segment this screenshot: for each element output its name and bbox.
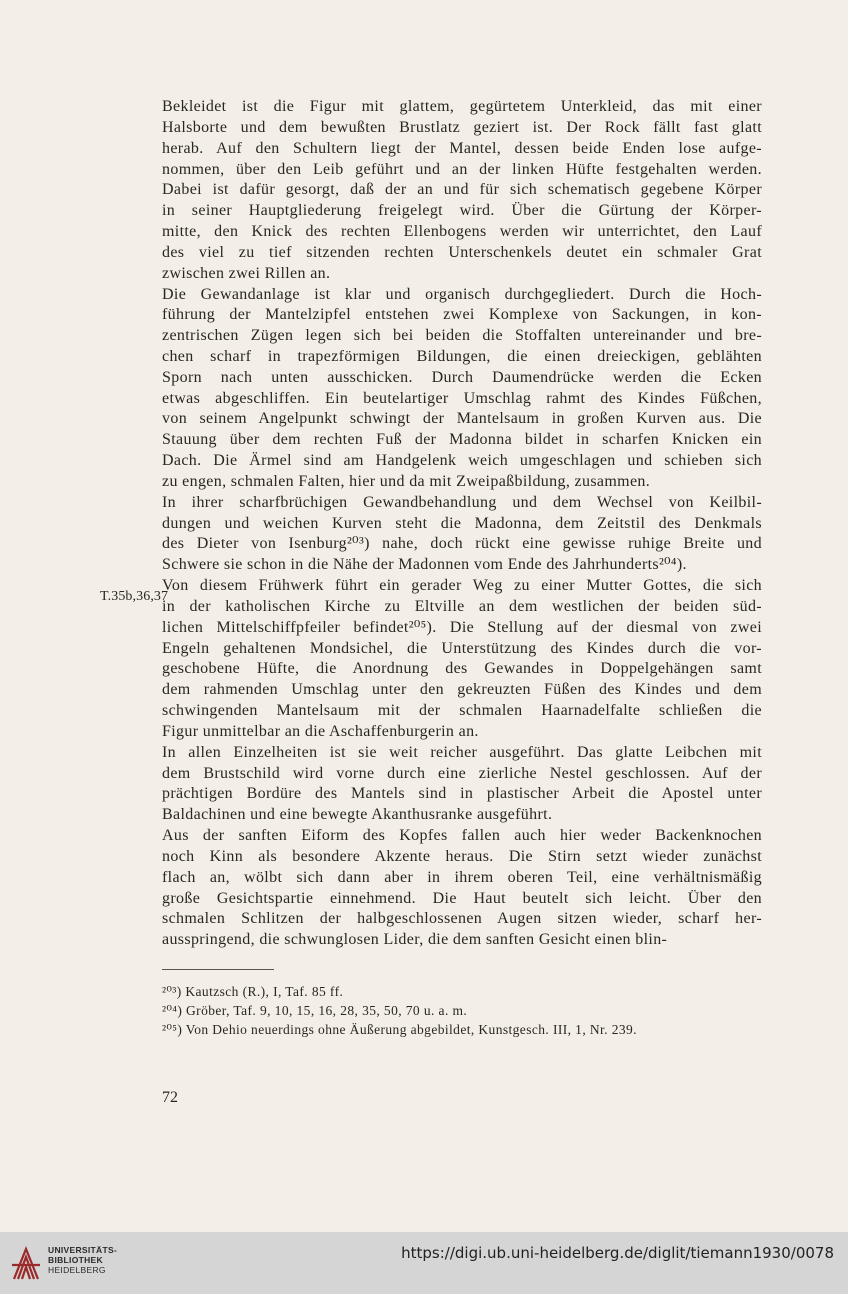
body-line: von seinem Angelpunkt schwingt der Mantelsaum in großen Kurven aus. Die xyxy=(162,410,762,428)
body-line: große Gesichtspartie einnehmend. Die Haut beutelt sich leicht. Über den xyxy=(162,889,762,907)
body-line: in seiner Hauptgliederung freigelegt wird. Über die Gürtung der Körper- xyxy=(162,202,762,220)
body-line: in der katholischen Kirche zu Eltville an dem westlichen der beiden süd- xyxy=(162,597,762,615)
body-line: zwischen zwei Rillen an. xyxy=(162,264,331,282)
library-name-line1: UNIVERSITÄTS- xyxy=(48,1245,118,1255)
body-line: prächtigen Bordüre des Mantels sind in plastischer Arbeit die Apostel unter xyxy=(162,785,762,803)
body-line: herab. Auf den Schultern liegt der Mantel, dessen beide Enden lose aufge- xyxy=(162,139,762,157)
permalink-url[interactable]: https://digi.ub.uni-heidelberg.de/diglit/tiemann1930/0078 xyxy=(401,1244,834,1262)
page-number: 72 xyxy=(162,1089,178,1106)
viewer-footer xyxy=(0,1232,848,1294)
body-line: Dach. Die Ärmel sind am Handgelenk weich umgeschlagen und schieben sich xyxy=(162,452,762,470)
body-line: lichen Mittelschiffpfeiler befindet²⁰⁵). Die Stellung auf der diesmal von zwei xyxy=(162,618,762,636)
body-line: geschobene Hüfte, die Anordnung des Gewandes in Doppelgehängen samt xyxy=(162,660,762,678)
body-line: Figur unmittelbar an die Aschaffenburgerin an. xyxy=(162,722,479,740)
library-name-line3: HEIDELBERG xyxy=(48,1265,106,1275)
body-line: Sporn nach unten ausschicken. Durch Daumendrücke werden die Ecken xyxy=(162,368,762,386)
body-line: schwingenden Mantelsaum mit der schmalen Haarnadelfalte schließen die xyxy=(162,702,762,720)
body-line: chen scharf in trapezförmigen Bildungen, die einen dreieckigen, geblähten xyxy=(162,348,762,365)
body-line: des Dieter von Isenburg²⁰³) nahe, doch rückt eine gewisse ruhige Breite und xyxy=(162,535,762,553)
footnote-205: ²⁰⁵) Von Dehio neuerdings ohne Äußerung abgebildet, Kunstgesch. III, 1, Nr. 239. xyxy=(162,1022,637,1037)
body-line: Schwere sie schon in die Nähe der Madonnen vom Ende des Jahrhunderts²⁰⁴). xyxy=(162,556,687,574)
body-line: flach an, wölbt sich dann aber in ihrem oberen Teil, eine verhältnismäßig xyxy=(162,868,762,886)
body-line: Aus der sanften Eiform des Kopfes fallen auch hier weder Backenknochen xyxy=(162,827,762,844)
university-library-logo-icon xyxy=(8,1243,44,1283)
footnote-204: ²⁰⁴) Gröber, Taf. 9, 10, 15, 16, 28, 35, 50, 70 u. a. m. xyxy=(162,1003,468,1018)
body-line: noch Kinn als besondere Akzente heraus. Die Stirn setzt wieder zunächst xyxy=(162,847,762,865)
body-line: Dabei ist dafür gesorgt, daß der an und für sich schematisch gegebene Körper xyxy=(162,181,762,199)
body-line: nommen, über den Leib geführt und an der linken Hüfte festgehalten werden. xyxy=(162,160,762,178)
body-line: Von diesem Frühwerk führt ein gerader Weg zu einer Mutter Gottes, die sich xyxy=(162,577,762,595)
body-line: In allen Einzelheiten ist sie weit reicher ausgeführt. Das glatte Leibchen mit xyxy=(162,743,762,761)
library-name-line2: BIBLIOTHEK xyxy=(48,1255,103,1265)
library-name xyxy=(48,1245,117,1275)
body-line: dem rahmenden Umschlag unter den gekreuzten Füßen des Kindes und dem xyxy=(162,681,762,699)
body-line: dungen und weichen Kurven steht die Madonna, dem Zeitstil des Denkmals xyxy=(162,514,762,532)
body-line: des viel zu tief sitzenden rechten Unterschenkels deutet ein schmaler Grat xyxy=(162,243,762,261)
footnote-separator xyxy=(162,969,274,970)
body-line: Bekleidet ist die Figur mit glattem, gegürtetem Unterkleid, das mit einer xyxy=(162,98,762,115)
footnote-203: ²⁰³) Kautzsch (R.), I, Taf. 85 ff. xyxy=(162,984,344,999)
body-line: schmalen Schlitzen der halbgeschlossenen Augen sitzen wieder, scharf her- xyxy=(162,910,762,928)
body-line: dem Brustschild wird vorne durch eine zierliche Nestel geschlossen. Auf der xyxy=(162,764,762,782)
body-line: etwas abgeschliffen. Ein beutelartiger Umschlag rahmt des Kindes Füßchen, xyxy=(162,389,762,407)
body-line: Halsborte und dem bewußten Brustlatz geziert ist. Der Rock fällt fast glatt xyxy=(162,118,762,136)
body-line: ausspringend, die schwunglosen Lider, die dem sanften Gesicht einen blin- xyxy=(162,931,668,949)
body-line: Engeln gehaltenen Mondsichel, die Unterstützung des Kindes durch die vor- xyxy=(162,639,762,657)
body-line: Stauung über dem rechten Fuß der Madonna bildet in scharfen Knicken ein xyxy=(162,431,762,449)
body-line: zentrischen Zügen legen sich bei beiden die Stoffalten untereinander und bre- xyxy=(162,327,762,345)
body-line: Baldachinen und eine bewegte Akanthusranke ausgeführt. xyxy=(162,806,553,824)
body-line: zu engen, schmalen Falten, hier und da mit Zweipaßbildung, zusammen. xyxy=(162,472,651,490)
body-line: führung der Mantelzipfel entstehen zwei Komplexe von Sackungen, in kon- xyxy=(162,306,762,324)
body-line: Die Gewandanlage ist klar und organisch durchgegliedert. Durch die Hoch- xyxy=(162,285,762,303)
body-line: mitte, den Knick des rechten Ellenbogens werden wir unterrichtet, den Lauf xyxy=(162,223,762,240)
body-line: In ihrer scharfbrüchigen Gewandbehandlung und dem Wechsel von Keilbil- xyxy=(162,493,762,511)
margin-plate-reference: T.35b,36,37 xyxy=(100,589,169,604)
